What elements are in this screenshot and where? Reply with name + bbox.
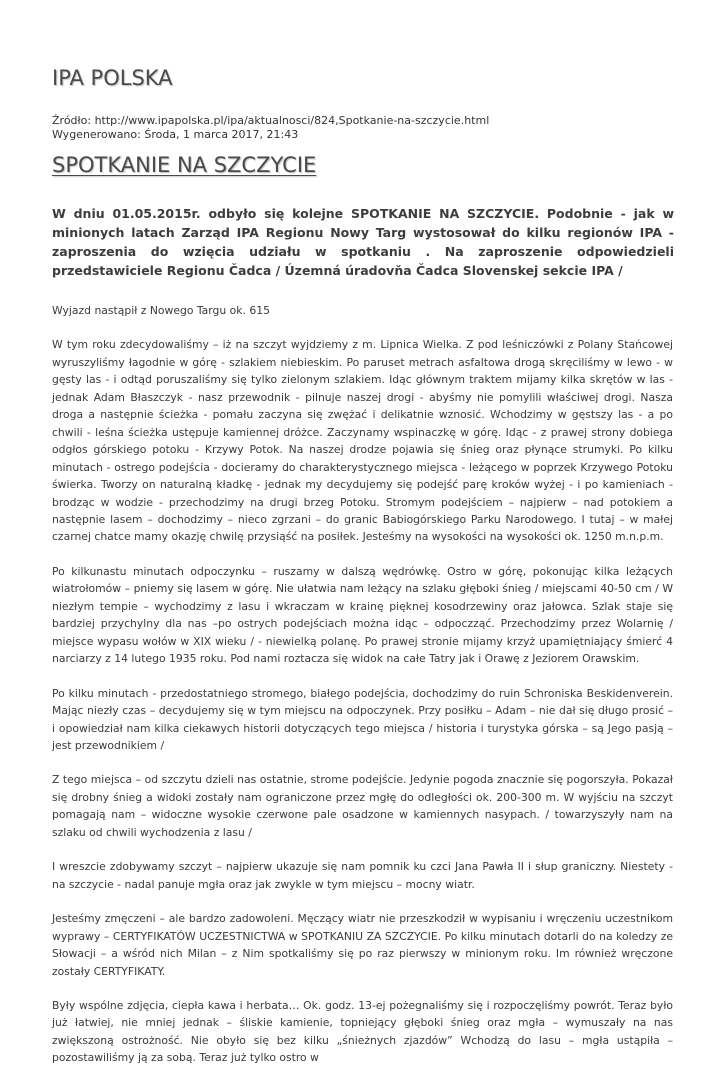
paragraph-dwarf-pine: Po kilkunastu minutach odpoczynku – ruszamy w dalszą wędrówkę. Ostro w górę, pokonując kilka leżących wiatrołomów – pniemy się lasem w górę. Nie ułatwia nam leżący na szlaku głęboki śnieg / miejscami 40-50 cm / W niezłym tempie – wychodzimy z lasu i wkraczam w krainę pięknej kosodrzewiny oraz jałowca. Szlak staje się bardziej przychylny dla nas –po ostrych podejściach można idąc – odpoczząć. Przechodzimy przez Wolarnię / miejsce wypasu wołów w XIX wieku / - niewielką polanę. Po prawej stronie mijamy krzyż upamiętniający śmierć 4 narciarzy z 14 lutego 1935 roku. Pod nami roztacza się widok na całe Tatry jak i Orawę z Jeziorem Orawskim. <box>52 564 673 666</box>
paragraph-return: Były wspólne zdjęcia, ciepła kawa i herbata… Ok. godz. 13-ej pożegnaliśmy się i rozpoczęliśmy powrót. Teraz było już łatwiej, nie mniej jednak – śliskie kamienie, topniejący głęboki śnieg oraz mgła – wymuszały na nas zwiększoną ostrożność. Nie obyło się bez kilku „śnieżnych zjazdów” Wchodzą do lasu – mgła ustąpiła – pozostawiliśmy ją za sobą. Teraz już tylko ostro w <box>52 998 673 1065</box>
source-url-line: Źródło: http://www.ipapolska.pl/ipa/aktualnosci/824,Spotkanie-na-szczycie.html <box>52 114 490 127</box>
article-title[interactable]: SPOTKANIE NA SZCZYCIE <box>52 153 317 177</box>
paragraph-certificates: Jesteśmy zmęczeni – ale bardzo zadowoleni. Męczący wiatr nie przeszkodził w wypisaniu i wręczeniu uczestnikom wyprawy – CERTYFIKATÓW UCZESTNICTWA w SPOTKANIU ZA SZCZYCIE. Po kilku minutach dotarli do na koledzy ze Słowacji – a wśród nich Milan – z Nim spotkaliśmy się po raz pierwszy w minionym roku. Im również wręczone zostały CERTYFIKATY. <box>52 912 673 978</box>
paragraph-ruins: Po kilku minutach - przedostatniego stromego, białego podejścia, dochodzimy do ruin Schroniska Beskidenverein. Mając niezły czas – decydujemy się w tym miejscu na odpoczynek. Przy posiłku – Adam – nie dał się długo prosić – i opowiedział nam kilka ciekawych historii dotyczących tego miejsca / historia i turystyka górska – są Jego pasją – jest przewodnikiem / <box>52 686 673 752</box>
paragraph-final-climb: Z tego miejsca – od szczytu dzieli nas ostatnie, strome podejście. Jedynie pogoda znacznie się pogorszyła. Pokazał się drobny śnieg a widoki zostały nam ograniczone przez mgłę do odległości ok. 200-300 m. W wyjściu na szczyt pomagają nam – widoczne wysokie czerwone pale osadzone w kamiennych nasypach. / towarzyszyły nam na szlaku od chwili wychodzenia z lasu / <box>52 773 673 839</box>
paragraph-departure: Wyjazd nastąpił z Nowego Targu ok. 615 <box>52 304 271 317</box>
generated-date-line: Wygenerowano: Środa, 1 marca 2017, 21:43 <box>52 128 299 141</box>
paragraph-summit: I wreszcie zdobywamy szczyt – najpierw ukazuje się nam pomnik ku czci Jana Pawła II i słup graniczny. Niestety - na szczycie - nadal panuje mgła oraz jak zwykle w tym miejscu – mocny wiatr. <box>52 860 673 891</box>
site-title: IPA POLSKA <box>52 66 173 90</box>
article-lead: W dniu 01.05.2015r. odbyło się kolejne SPOTKANIE NA SZCZYCIE. Podobnie - jak w minionych latach Zarząd IPA Regionu Nowy Targ wystosował do kilku regionów IPA - zaproszenia do wzięcia udziału w spotkaniu . Na zaproszenie odpowiedzieli przedstawiciele Regionu Čadca / Územná úradovňa Čadca Slovenskej sekcie IPA / <box>52 206 674 278</box>
paragraph-ascent-forest: W tym roku zdecydowaliśmy – iż na szczyt wyjdziemy z m. Lipnica Wielka. Z pod leśniczówki z Polany Stańcowej wyruszyliśmy łagodnie w górę - szlakiem niebieskim. Po paruset metrach asfaltowa drogą skręciliśmy w lewo - w gęsty las - i odtąd poruszaliśmy się tylko zielonym szlakiem. Idąc głównym traktem mijamy kilka skrętów w las - jednak Adam Błaszczyk - nasz przewodnik - pilnuje naszej drogi - abyśmy nie pomylili właściwej drogi. Nasza droga a następnie ścieżka - pomału zaczyna się zwężać i delikatnie wznosić. Wchodzimy w gęstszy las - a po chwili - leśna ścieżka ustępuje kamiennej dróżce. Zaczynamy wspinaczkę w górę. Idąc - z prawej strony dobiega odgłos górskiego potoku - Krzywy Potok. Na naszej drodze pojawia się śnieg oraz płynące strumyki. Po kilku minutach - ostrego podejścia - docieramy do charakterystycznego miejsca - leżącego w poprzek Krzywego Potoku świerka. Tworzy on naturalną kładkę - jednak my decydujemy się podejść parę kroków wyżej - i po kamieniach - brodząc w wodzie - przechodzimy na drugi brzeg Potoku. Stromym podejściem – najpierw – nad potokiem a następnie lasem – dochodzimy – nieco zgrzani – do granic Babiogórskiego Parku Narodowego. I tutaj – w małej czarnej chatce mamy okazję chwilę przysiąść na posiłek. Jesteśmy na wysokości na wysokości ok. 1250 m.n.p.m. <box>52 338 673 544</box>
source-meta <box>52 114 682 142</box>
article-body <box>52 302 673 1084</box>
